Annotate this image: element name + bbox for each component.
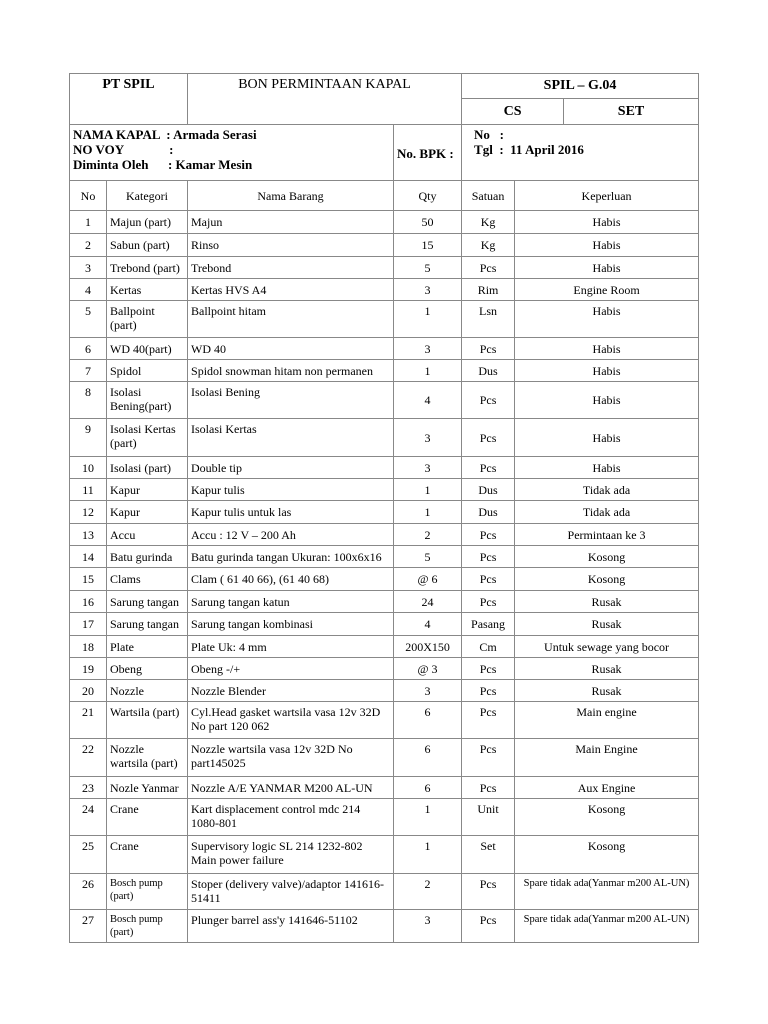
row-qty: @ 6 bbox=[394, 568, 462, 591]
row-qty: 3 bbox=[394, 457, 462, 479]
row-kategori: Kertas bbox=[107, 279, 188, 301]
row-kategori: Isolasi Bening(part) bbox=[107, 382, 188, 419]
row-no: 14 bbox=[70, 546, 107, 568]
row-keperluan: Aux Engine bbox=[515, 777, 699, 799]
row-nama-barang: Spidol snowman hitam non permanen bbox=[188, 360, 394, 382]
row-keperluan: Kosong bbox=[515, 836, 699, 874]
row-qty: 2 bbox=[394, 874, 462, 910]
row-satuan: Pcs bbox=[462, 591, 515, 613]
row-keperluan: Habis bbox=[515, 419, 699, 457]
row-kategori: Nozzle wartsila (part) bbox=[107, 739, 188, 777]
row-keperluan: Permintaan ke 3 bbox=[515, 524, 699, 546]
row-satuan: Pcs bbox=[462, 910, 515, 943]
row-satuan: Dus bbox=[462, 479, 515, 501]
request-date: Tgl : 11 April 2016 bbox=[474, 142, 584, 157]
table-row bbox=[70, 211, 699, 234]
row-satuan: Pcs bbox=[462, 874, 515, 910]
row-keperluan: Habis bbox=[515, 211, 699, 234]
table-row bbox=[70, 680, 699, 702]
row-no: 1 bbox=[70, 211, 107, 234]
row-keperluan: Spare tidak ada(Yanmar m200 AL-UN) bbox=[515, 910, 699, 943]
row-no: 16 bbox=[70, 591, 107, 613]
row-no: 3 bbox=[70, 257, 107, 279]
row-no: 21 bbox=[70, 702, 107, 739]
row-no: 5 bbox=[70, 301, 107, 338]
row-keperluan: Kosong bbox=[515, 568, 699, 591]
row-satuan: Pcs bbox=[462, 457, 515, 479]
row-satuan: Pcs bbox=[462, 338, 515, 360]
row-satuan: Pcs bbox=[462, 658, 515, 680]
row-keperluan: Habis bbox=[515, 360, 699, 382]
row-satuan: Pcs bbox=[462, 702, 515, 739]
voyage-number: NO VOY : bbox=[73, 142, 174, 157]
row-kategori: Clams bbox=[107, 568, 188, 591]
row-kategori: Accu bbox=[107, 524, 188, 546]
form-code: SPIL – G.04 bbox=[462, 74, 699, 99]
row-satuan: Unit bbox=[462, 799, 515, 836]
table-row bbox=[70, 613, 699, 636]
row-qty: 3 bbox=[394, 338, 462, 360]
row-nama-barang: Majun bbox=[188, 211, 394, 234]
row-nama-barang: Plate Uk: 4 mm bbox=[188, 636, 394, 658]
row-qty: @ 3 bbox=[394, 658, 462, 680]
row-satuan: Kg bbox=[462, 211, 515, 234]
table-row bbox=[70, 360, 699, 382]
row-satuan: Pcs bbox=[462, 419, 515, 457]
row-nama-barang: Obeng -/+ bbox=[188, 658, 394, 680]
row-satuan: Dus bbox=[462, 360, 515, 382]
row-nama-barang: Double tip bbox=[188, 457, 394, 479]
col-header-kategori: Kategori bbox=[107, 181, 188, 211]
row-kategori: Sarung tangan bbox=[107, 591, 188, 613]
row-nama-barang: Clam ( 61 40 66), (61 40 68) bbox=[188, 568, 394, 591]
row-nama-barang: Kapur tulis untuk las bbox=[188, 501, 394, 524]
row-nama-barang: Nozzle wartsila vasa 12v 32D No part145025 bbox=[188, 739, 394, 777]
row-kategori: Batu gurinda bbox=[107, 546, 188, 568]
table-row bbox=[70, 301, 699, 338]
table-row bbox=[70, 234, 699, 257]
table-row bbox=[70, 799, 699, 836]
row-keperluan: Habis bbox=[515, 234, 699, 257]
table-row bbox=[70, 658, 699, 680]
row-kategori: Kapur bbox=[107, 479, 188, 501]
row-no: 6 bbox=[70, 338, 107, 360]
row-no: 12 bbox=[70, 501, 107, 524]
row-no: 8 bbox=[70, 382, 107, 419]
row-kategori: Bosch pump (part) bbox=[107, 874, 188, 910]
row-qty: 24 bbox=[394, 591, 462, 613]
row-qty: 1 bbox=[394, 479, 462, 501]
row-nama-barang: Nozzle A/E YANMAR M200 AL-UN bbox=[188, 777, 394, 799]
row-kategori: Plate bbox=[107, 636, 188, 658]
table-row bbox=[70, 257, 699, 279]
ship-info bbox=[70, 125, 394, 181]
company-name: PT SPIL bbox=[70, 74, 188, 125]
col-header-keperluan: Keperluan bbox=[515, 181, 699, 211]
row-satuan: Pcs bbox=[462, 546, 515, 568]
row-qty: 1 bbox=[394, 501, 462, 524]
row-keperluan: Kosong bbox=[515, 799, 699, 836]
row-nama-barang: Stoper (delivery valve)/adaptor 141616-51411 bbox=[188, 874, 394, 910]
table-row bbox=[70, 382, 699, 419]
row-no: 10 bbox=[70, 457, 107, 479]
row-keperluan: Rusak bbox=[515, 680, 699, 702]
table-row bbox=[70, 702, 699, 739]
row-satuan: Pcs bbox=[462, 382, 515, 419]
table-row bbox=[70, 591, 699, 613]
row-no: 18 bbox=[70, 636, 107, 658]
row-nama-barang: Plunger barrel ass'y 141646-51102 bbox=[188, 910, 394, 943]
row-no: 23 bbox=[70, 777, 107, 799]
row-nama-barang: Kapur tulis bbox=[188, 479, 394, 501]
row-no: 15 bbox=[70, 568, 107, 591]
row-nama-barang: Cyl.Head gasket wartsila vasa 12v 32D No part 120 062 bbox=[188, 702, 394, 739]
row-satuan: Pcs bbox=[462, 739, 515, 777]
table-row bbox=[70, 910, 699, 943]
row-qty: 6 bbox=[394, 702, 462, 739]
row-satuan: Pcs bbox=[462, 777, 515, 799]
col-header-no: No bbox=[70, 181, 107, 211]
row-no: 24 bbox=[70, 799, 107, 836]
row-keperluan: Tidak ada bbox=[515, 501, 699, 524]
row-kategori: Trebond (part) bbox=[107, 257, 188, 279]
row-qty: 4 bbox=[394, 382, 462, 419]
row-kategori: Crane bbox=[107, 836, 188, 874]
row-keperluan: Habis bbox=[515, 457, 699, 479]
row-no: 13 bbox=[70, 524, 107, 546]
row-kategori: Nozle Yanmar bbox=[107, 777, 188, 799]
row-no: 9 bbox=[70, 419, 107, 457]
table-row bbox=[70, 419, 699, 457]
row-keperluan: Habis bbox=[515, 301, 699, 338]
row-keperluan: Rusak bbox=[515, 658, 699, 680]
table-row bbox=[70, 777, 699, 799]
row-keperluan: Main engine bbox=[515, 702, 699, 739]
requested-by: Diminta Oleh : Kamar Mesin bbox=[73, 157, 253, 172]
form-table bbox=[69, 73, 699, 943]
row-kategori: Isolasi Kertas (part) bbox=[107, 419, 188, 457]
row-nama-barang: Nozzle Blender bbox=[188, 680, 394, 702]
row-qty: 2 bbox=[394, 524, 462, 546]
row-qty: 50 bbox=[394, 211, 462, 234]
row-qty: 6 bbox=[394, 739, 462, 777]
set-label: SET bbox=[564, 99, 699, 125]
row-qty: 15 bbox=[394, 234, 462, 257]
row-keperluan: Untuk sewage yang bocor bbox=[515, 636, 699, 658]
row-kategori: Wartsila (part) bbox=[107, 702, 188, 739]
row-keperluan: Rusak bbox=[515, 613, 699, 636]
row-keperluan: Engine Room bbox=[515, 279, 699, 301]
bpk-number bbox=[394, 125, 462, 181]
row-kategori: Sabun (part) bbox=[107, 234, 188, 257]
row-no: 11 bbox=[70, 479, 107, 501]
row-satuan: Dus bbox=[462, 501, 515, 524]
col-header-satuan: Satuan bbox=[462, 181, 515, 211]
item-rows bbox=[70, 211, 699, 943]
row-satuan: Pcs bbox=[462, 524, 515, 546]
cs-label: CS bbox=[462, 99, 564, 125]
table-row bbox=[70, 524, 699, 546]
request-number: No : bbox=[474, 127, 504, 142]
row-no: 20 bbox=[70, 680, 107, 702]
row-keperluan: Habis bbox=[515, 338, 699, 360]
row-no: 17 bbox=[70, 613, 107, 636]
row-keperluan: Habis bbox=[515, 382, 699, 419]
ship-name: NAMA KAPAL : Armada Serasi bbox=[73, 127, 257, 142]
col-header-nama-barang: Nama Barang bbox=[188, 181, 394, 211]
row-nama-barang: Accu : 12 V – 200 Ah bbox=[188, 524, 394, 546]
row-nama-barang: Ballpoint hitam bbox=[188, 301, 394, 338]
row-nama-barang: Kertas HVS A4 bbox=[188, 279, 394, 301]
row-no: 27 bbox=[70, 910, 107, 943]
table-row bbox=[70, 338, 699, 360]
row-qty: 1 bbox=[394, 360, 462, 382]
row-qty: 3 bbox=[394, 680, 462, 702]
row-kategori: Sarung tangan bbox=[107, 613, 188, 636]
row-keperluan: Spare tidak ada(Yanmar m200 AL-UN) bbox=[515, 874, 699, 910]
row-nama-barang: Supervisory logic SL 214 1232-802 Main power failure bbox=[188, 836, 394, 874]
row-no: 19 bbox=[70, 658, 107, 680]
row-nama-barang: Trebond bbox=[188, 257, 394, 279]
row-qty: 3 bbox=[394, 279, 462, 301]
table-row bbox=[70, 457, 699, 479]
row-no: 22 bbox=[70, 739, 107, 777]
row-keperluan: Rusak bbox=[515, 591, 699, 613]
row-qty: 1 bbox=[394, 301, 462, 338]
row-kategori: WD 40(part) bbox=[107, 338, 188, 360]
document-title: BON PERMINTAAN KAPAL bbox=[188, 74, 462, 125]
row-satuan: Pcs bbox=[462, 257, 515, 279]
row-nama-barang: Isolasi Bening bbox=[188, 382, 394, 419]
table-row bbox=[70, 479, 699, 501]
row-satuan: Pasang bbox=[462, 613, 515, 636]
table-row bbox=[70, 501, 699, 524]
row-qty: 4 bbox=[394, 613, 462, 636]
row-qty: 3 bbox=[394, 419, 462, 457]
row-qty: 5 bbox=[394, 546, 462, 568]
table-row bbox=[70, 568, 699, 591]
row-qty: 3 bbox=[394, 910, 462, 943]
table-row bbox=[70, 874, 699, 910]
row-satuan: Set bbox=[462, 836, 515, 874]
row-nama-barang: WD 40 bbox=[188, 338, 394, 360]
row-qty: 200X150 bbox=[394, 636, 462, 658]
col-header-qty: Qty bbox=[394, 181, 462, 211]
row-no: 2 bbox=[70, 234, 107, 257]
row-kategori: Spidol bbox=[107, 360, 188, 382]
row-kategori: Isolasi (part) bbox=[107, 457, 188, 479]
row-satuan: Lsn bbox=[462, 301, 515, 338]
row-qty: 1 bbox=[394, 799, 462, 836]
request-meta bbox=[462, 125, 699, 181]
row-kategori: Bosch pump (part) bbox=[107, 910, 188, 943]
row-nama-barang: Isolasi Kertas bbox=[188, 419, 394, 457]
row-qty: 6 bbox=[394, 777, 462, 799]
table-row bbox=[70, 279, 699, 301]
row-no: 4 bbox=[70, 279, 107, 301]
row-keperluan: Main Engine bbox=[515, 739, 699, 777]
row-no: 7 bbox=[70, 360, 107, 382]
row-keperluan: Tidak ada bbox=[515, 479, 699, 501]
table-row bbox=[70, 836, 699, 874]
row-nama-barang: Kart displacement control mdc 214 1080-801 bbox=[188, 799, 394, 836]
row-kategori: Crane bbox=[107, 799, 188, 836]
row-qty: 1 bbox=[394, 836, 462, 874]
row-no: 26 bbox=[70, 874, 107, 910]
row-nama-barang: Rinso bbox=[188, 234, 394, 257]
row-keperluan: Habis bbox=[515, 257, 699, 279]
row-nama-barang: Sarung tangan katun bbox=[188, 591, 394, 613]
row-satuan: Kg bbox=[462, 234, 515, 257]
row-kategori: Nozzle bbox=[107, 680, 188, 702]
table-row bbox=[70, 546, 699, 568]
row-satuan: Rim bbox=[462, 279, 515, 301]
row-nama-barang: Batu gurinda tangan Ukuran: 100x6x16 bbox=[188, 546, 394, 568]
row-keperluan: Kosong bbox=[515, 546, 699, 568]
row-satuan: Cm bbox=[462, 636, 515, 658]
table-row bbox=[70, 636, 699, 658]
row-qty: 5 bbox=[394, 257, 462, 279]
row-satuan: Pcs bbox=[462, 680, 515, 702]
row-nama-barang: Sarung tangan kombinasi bbox=[188, 613, 394, 636]
row-kategori: Kapur bbox=[107, 501, 188, 524]
row-kategori: Ballpoint (part) bbox=[107, 301, 188, 338]
row-kategori: Majun (part) bbox=[107, 211, 188, 234]
table-row bbox=[70, 739, 699, 777]
row-satuan: Pcs bbox=[462, 568, 515, 591]
bpk-number-label: No. BPK : bbox=[397, 146, 454, 161]
request-form bbox=[69, 73, 698, 943]
row-kategori: Obeng bbox=[107, 658, 188, 680]
row-no: 25 bbox=[70, 836, 107, 874]
